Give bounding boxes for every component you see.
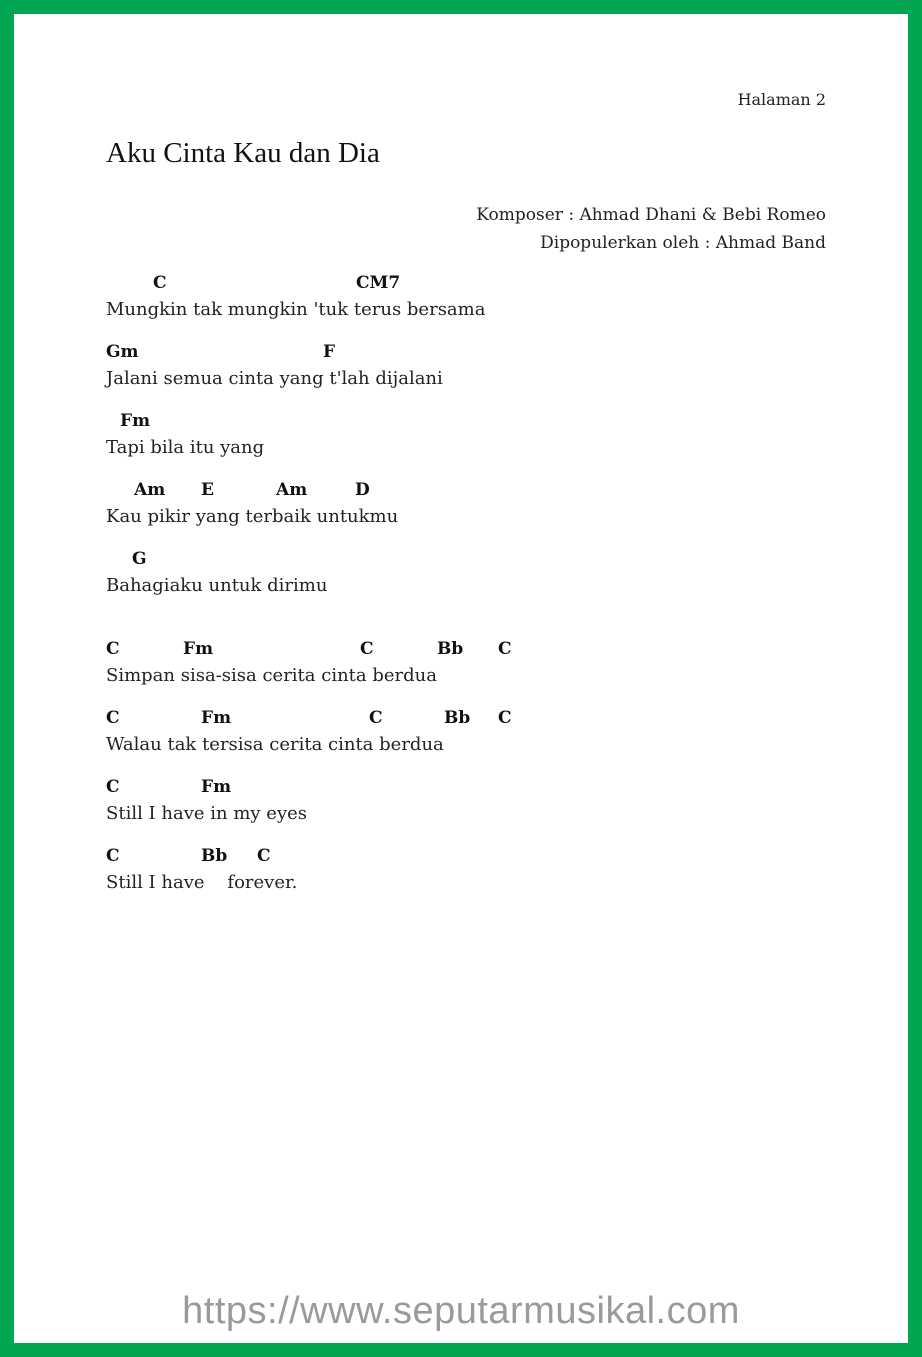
chord: Bb (444, 708, 471, 728)
lyric-line: Kau pikir yang terbaik untukmu (106, 506, 399, 527)
chord: C (498, 639, 512, 659)
chord-line-2 (106, 342, 706, 402)
popularized-credit: Dipopulerkan oleh : Ahmad Band (540, 233, 826, 253)
chord: Gm (106, 342, 139, 362)
chord: D (355, 480, 370, 500)
chord-line-4 (106, 480, 706, 540)
song-title: Aku Cinta Kau dan Dia (106, 137, 380, 169)
lyric-line: Still I have in my eyes (106, 803, 307, 824)
chord: C (257, 846, 271, 866)
chord: G (132, 549, 147, 569)
chord: CM7 (356, 273, 401, 293)
chord: C (106, 777, 120, 797)
chord: Bb (437, 639, 464, 659)
lyric-line: Simpan sisa-sisa cerita cinta berdua (106, 665, 437, 686)
chord: F (323, 342, 336, 362)
chord: Am (134, 480, 166, 500)
watermark: https://www.seputarmusikal.com (182, 1290, 740, 1332)
chord: Fm (120, 411, 151, 431)
chord: C (153, 273, 167, 293)
lyric-line: Jalani semua cinta yang t'lah dijalani (106, 368, 443, 389)
chord: Am (276, 480, 308, 500)
chord-line-8 (106, 777, 706, 837)
chord: E (201, 480, 214, 500)
chord-line-7 (106, 708, 706, 768)
chord-line-6 (106, 639, 706, 699)
lyric-line: Mungkin tak mungkin 'tuk terus bersama (106, 299, 486, 320)
chord-line-5 (106, 549, 706, 609)
lyric-line: Still I have forever. (106, 872, 298, 893)
chord-line-9 (106, 846, 706, 906)
chord: Fm (201, 777, 232, 797)
chord-line-1 (106, 273, 706, 333)
credits (476, 201, 826, 257)
chord: C (106, 846, 120, 866)
chord: C (106, 639, 120, 659)
composer-credit: Komposer : Ahmad Dhani & Bebi Romeo (476, 205, 826, 225)
lyric-line: Tapi bila itu yang (106, 437, 265, 458)
lyric-line: Walau tak tersisa cerita cinta berdua (106, 734, 444, 755)
chord: Fm (201, 708, 232, 728)
chord: C (106, 708, 120, 728)
chord: C (369, 708, 383, 728)
page-number: Halaman 2 (737, 90, 826, 109)
chord: Fm (183, 639, 214, 659)
lyric-line: Bahagiaku untuk dirimu (106, 575, 328, 596)
chord-line-3 (106, 411, 706, 471)
chord: C (498, 708, 512, 728)
chord: C (360, 639, 374, 659)
chord: Bb (201, 846, 228, 866)
